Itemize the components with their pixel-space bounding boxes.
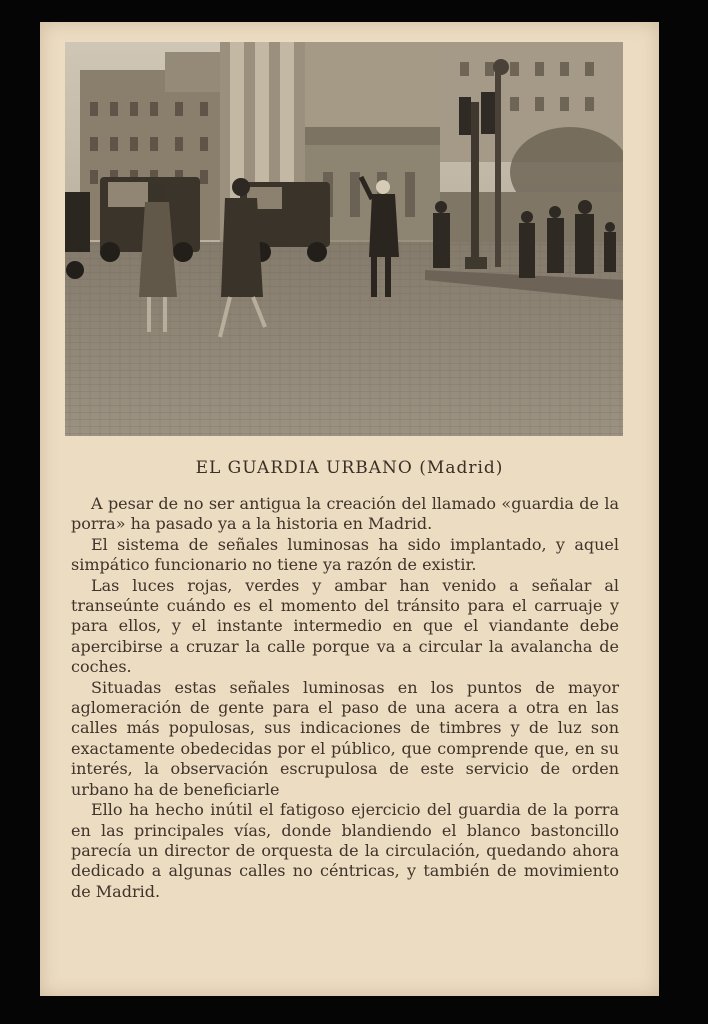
article-text [71, 494, 619, 902]
paragraph: Las luces rojas, verdes y ambar han venido a señalar al transeúnte cuándo es el momento del tránsito para el carruaje y para ellos, y el instante intermedio en que el viandante debe apercibirse a cruzar la calle porque va a circular la avalancha de coches. [71, 575, 619, 677]
photo-caption [40, 458, 659, 478]
postcard [40, 22, 659, 996]
caption-title: EL GUARDIA URBANO [195, 458, 413, 478]
photo-illustration [65, 42, 623, 436]
paragraph: Ello ha hecho inútil el fatigoso ejercicio del guardia de la porra en las principales vías, donde blandiendo el blanco bastoncillo parecía un director de orquesta de la circulación, quedando ahora dedicado a algunas calles no céntricas, y también de movimiento de Madrid. [71, 800, 619, 901]
street-scene-photo [65, 42, 623, 436]
paragraph: A pesar de no ser antigua la creación del llamado «guardia de la porra» ha pasado ya a la historia en Madrid. [71, 494, 619, 534]
paragraph: Situadas estas señales luminosas en los puntos de mayor aglomeración de gente para el paso de una acera a otra en las calles más populosas, sus indicaciones de timbres y de luz son exactamente obedecidas por el público, que comprende que, en su interés, la observación escrupulosa de este servicio de orden urbano ha de beneficiarle [71, 677, 619, 799]
caption-location: (Madrid) [419, 458, 504, 478]
paragraph: El sistema de señales luminosas ha sido implantado, y aquel simpático funcionario no tiene ya razón de existir. [71, 534, 619, 575]
